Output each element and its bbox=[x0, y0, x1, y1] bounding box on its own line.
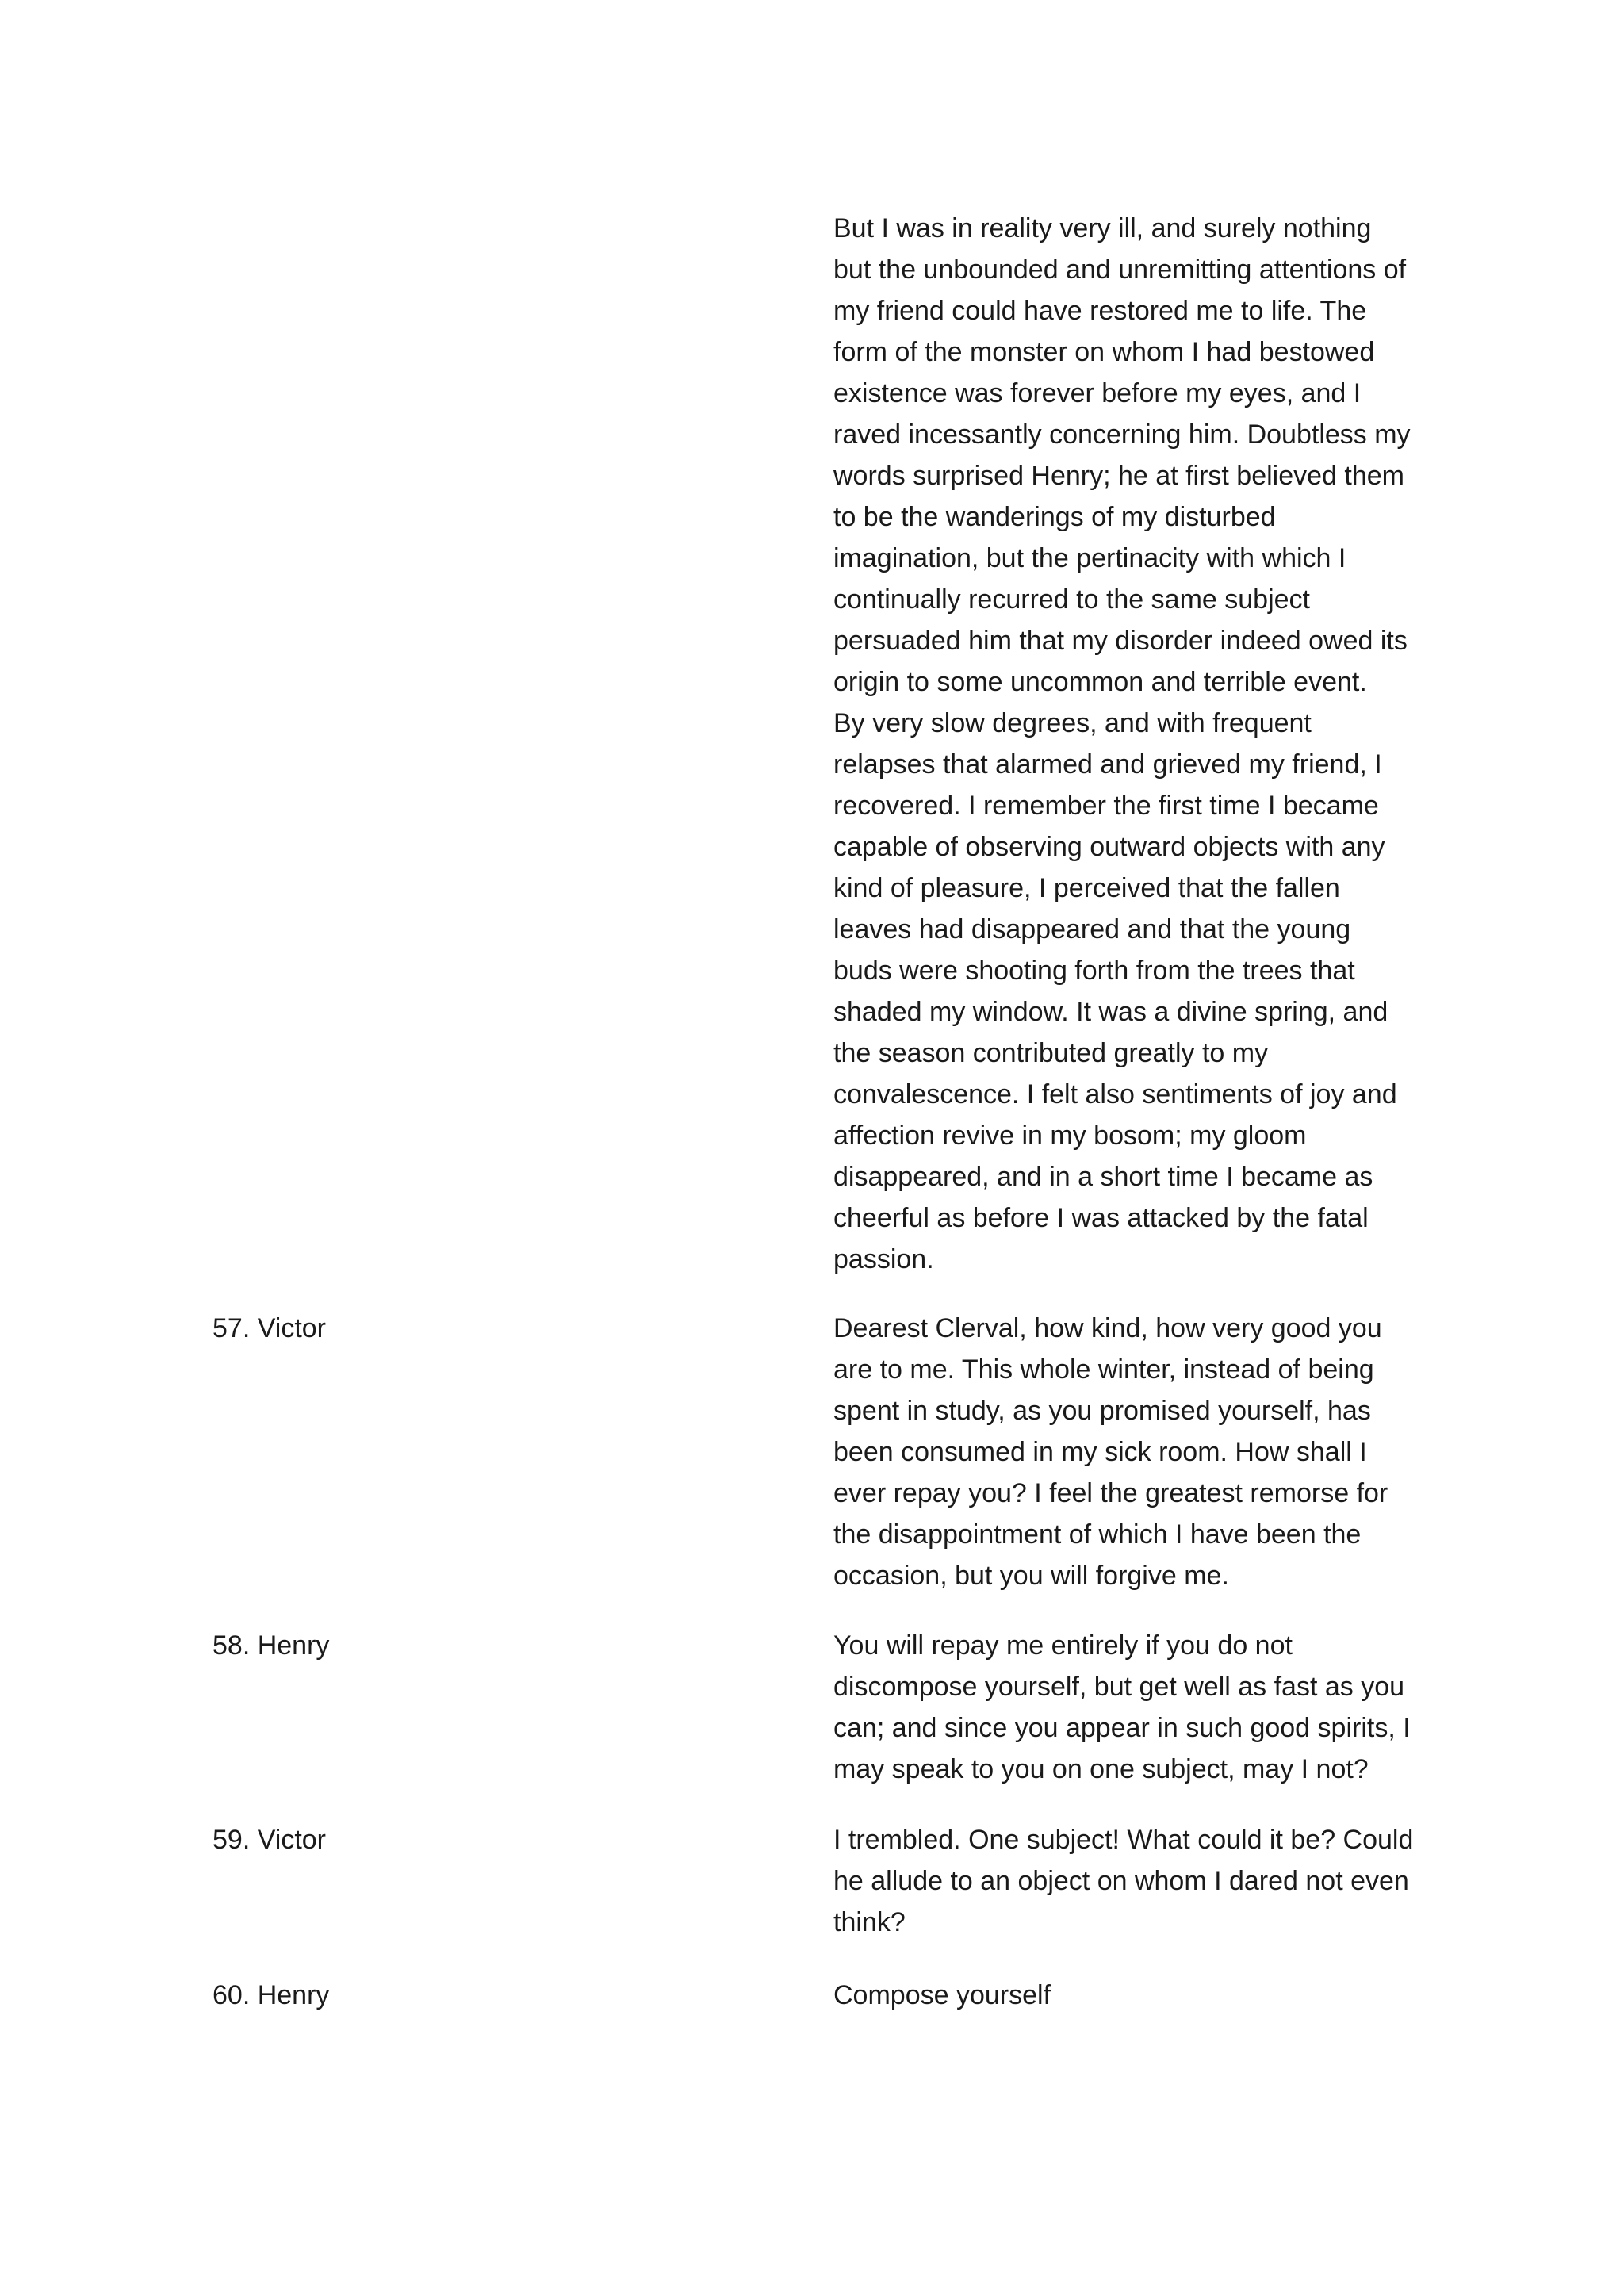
speaker-label: 60. Henry bbox=[213, 1980, 330, 2010]
dialogue-text: Dearest Clerval, how kind, how very good you are to me. This whole winter, instead of being spent in study, as you promised yourself, has been consumed in my sick room. How shall I ever repay you? I feel the greatest remorse for the disappointment of which I have been the occasion, but you will forgive me. bbox=[833, 1313, 1388, 1591]
speaker-label: 58. Henry bbox=[213, 1630, 330, 1661]
narration-text: But I was in reality very ill, and surely nothing but the unbounded and unremitting attentions of my friend could have restored me to life. The form of the monster on whom I had bestowed existence was forever before my eyes, and I raved incessantly concerning him. Doubtless my words surprised Henry; he at first believed them to be the wanderings of my disturbed imagination, but the pertinacity with which I continually recurred to the same subject persuaded him that my disorder indeed owed its origin to some uncommon and terrible event. By very slow degrees, and with frequent relapses that alarmed and grieved my friend, I recovered. I remember the first time I became capable of observing outward objects with any kind of pleasure, I perceived that the fallen leaves had disappeared and that the young buds were shooting forth from the trees that shaded my window. It was a divine spring, and the season contributed greatly to my convalescence. I felt also sentiments of joy and affection revive in my bosom; my gloom disappeared, and in a short time I became as cheerful as before I was attacked by the fatal passion. bbox=[833, 213, 1411, 1274]
dialogue-text: Compose yourself bbox=[833, 1980, 1051, 2010]
dialogue-text: I trembled. One subject! What could it be? Could he allude to an object on whom I dared not even think? bbox=[833, 1825, 1414, 1937]
speaker-label: 57. Victor bbox=[213, 1313, 327, 1343]
speaker-label: 59. Victor bbox=[213, 1825, 327, 1855]
dialogue-text: You will repay me entirely if you do not discompose yourself, but get well as fast as you can; and since you appear in such good spirits, I may speak to you on one subject, may I not? bbox=[833, 1630, 1411, 1784]
